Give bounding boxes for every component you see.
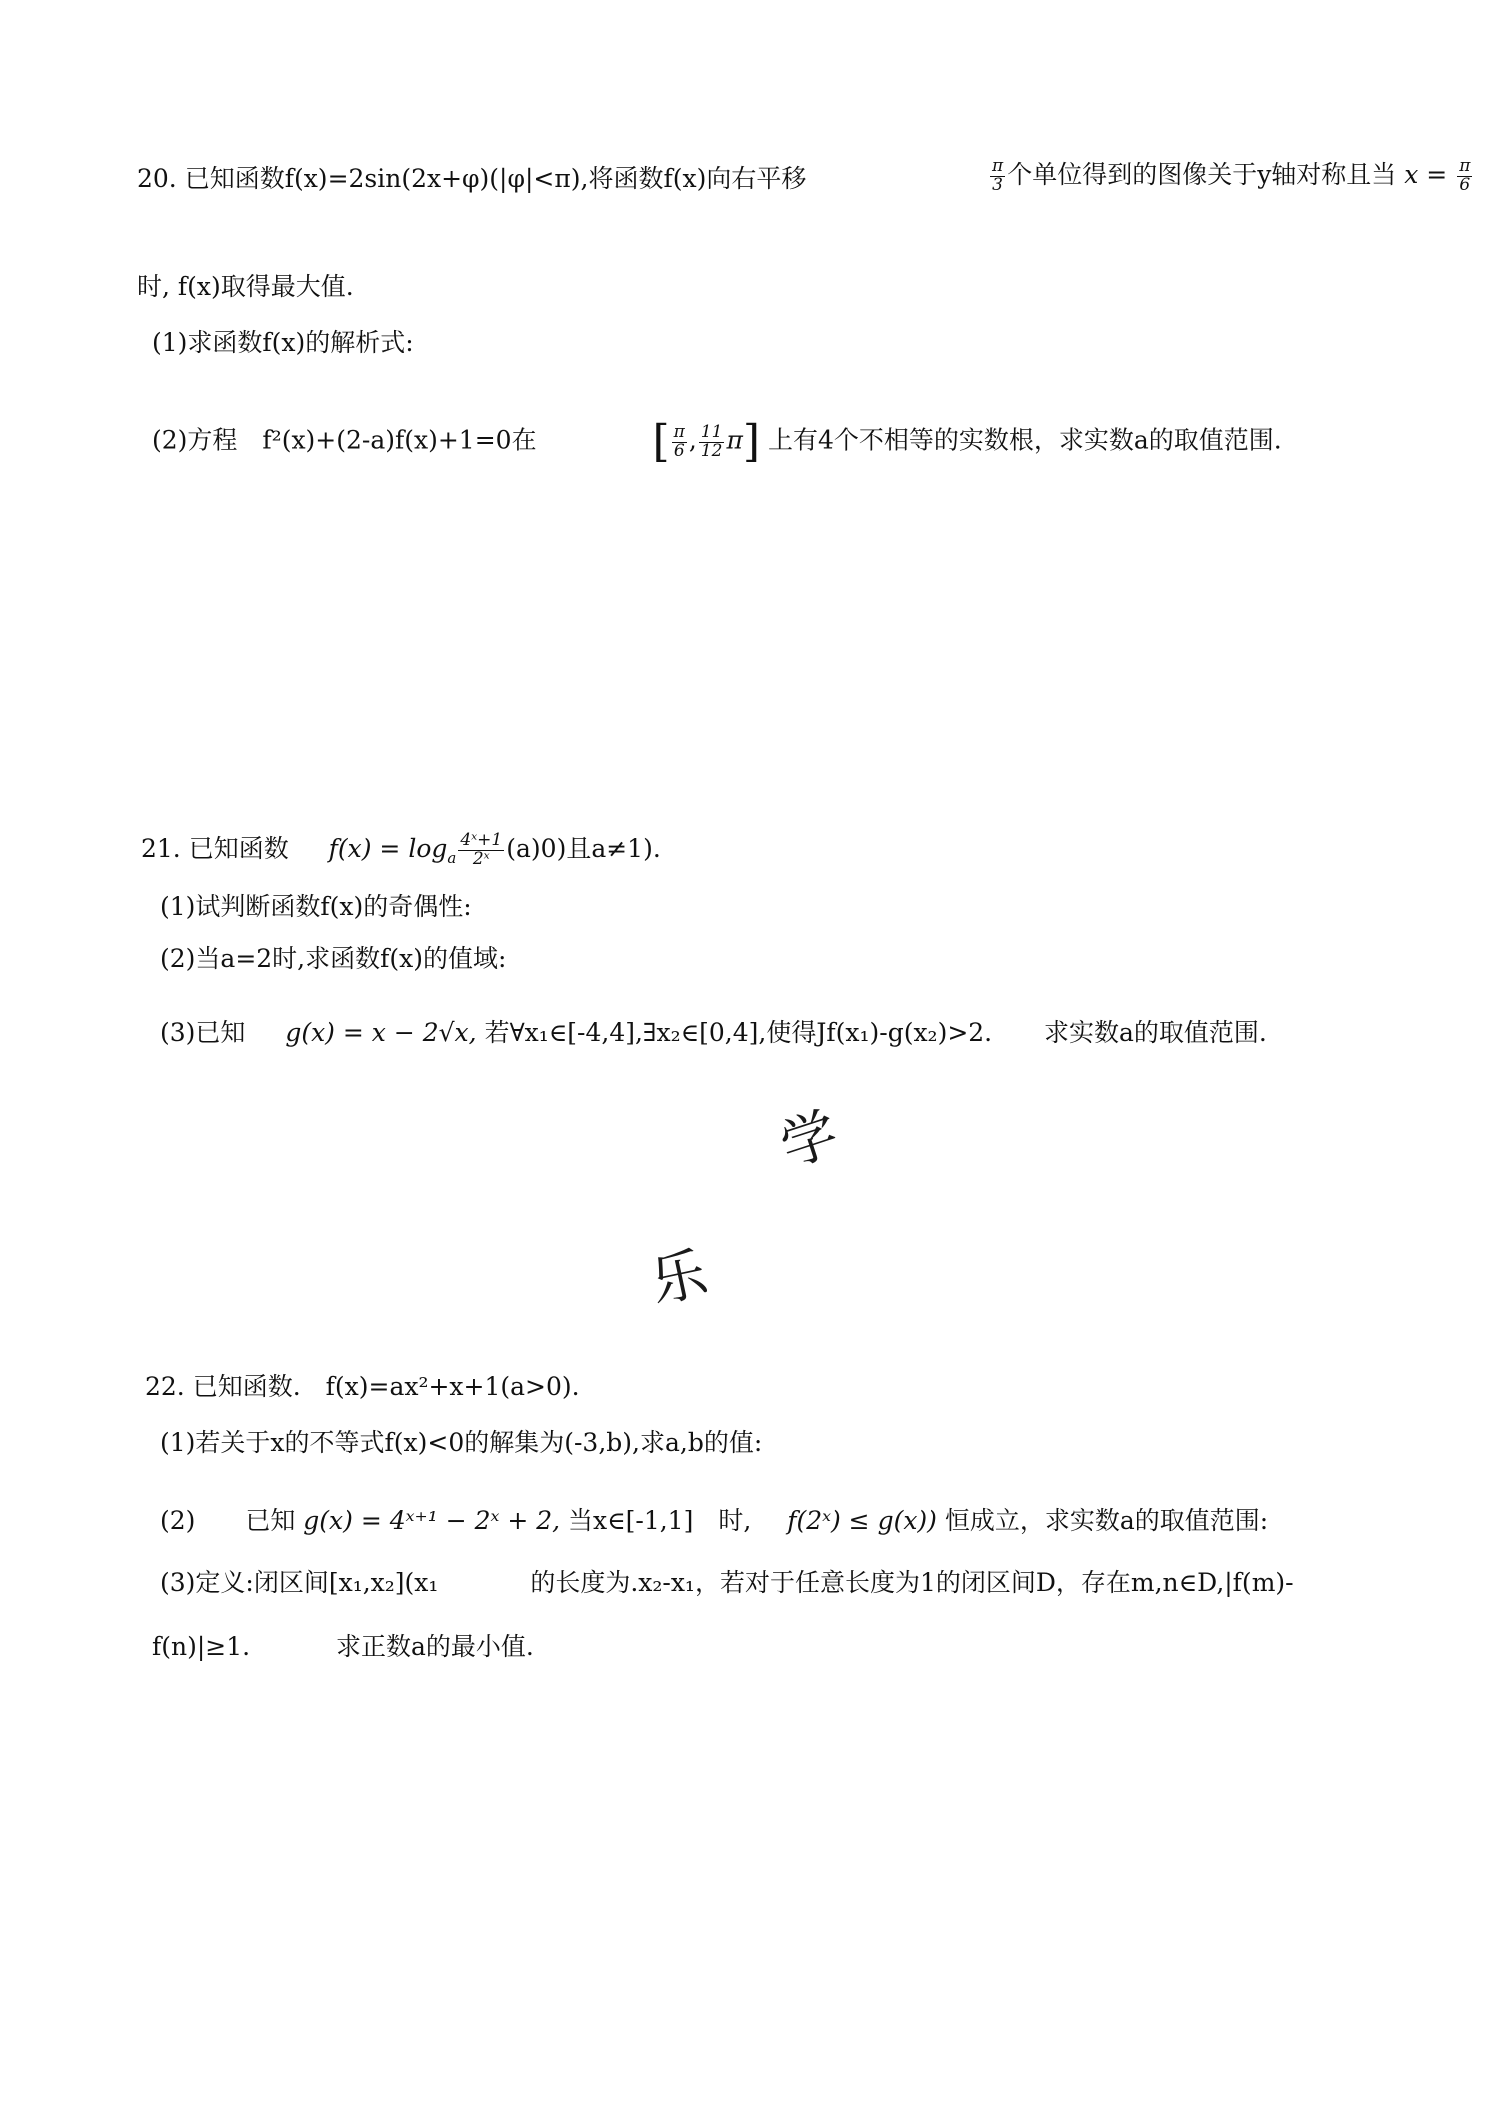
q22-line1: 22. 已知函数. f(x)=ax²+x+1(a>0). bbox=[145, 1372, 580, 1401]
q21-function-lhs: f(x) = log bbox=[328, 833, 448, 863]
q21-log-argument: $\frac{\text{4ˣ+1}}{\text{2ˣ}}$ bbox=[460, 830, 503, 869]
q22-part2-domain: 当x∈[-1,1] 时, bbox=[568, 1506, 752, 1535]
q22-g-definition: g(x) = 4ˣ⁺¹ − 2ˣ + 2, bbox=[303, 1506, 561, 1535]
q20-stem-start: 20. 已知函数f(x)=2sin(2x+φ)(|φ|<π),将函数f(x)向右平移 bbox=[137, 164, 807, 193]
q20-x-fraction: $\frac{\pi}{6}$ bbox=[1459, 156, 1471, 195]
q22-part3-condition: 的长度为.x₂-x₁，若对于任意长度为1的闭区间D，存在m,n∈D,|f(m)- bbox=[530, 1568, 1294, 1597]
q20-interval-pi: π bbox=[726, 425, 743, 455]
q22-part3-question: 求正数a的最小值. bbox=[336, 1632, 534, 1661]
q20-interval-end: $\frac{11}{12}$ bbox=[700, 421, 723, 461]
q20-shift-fraction: $\frac{\pi}{3}$ bbox=[992, 156, 1004, 195]
q20-line1-b bbox=[988, 158, 1474, 195]
q22-part2-given: 已知 bbox=[245, 1506, 296, 1535]
q21-part3 bbox=[160, 1020, 1267, 1045]
q20-line1-a bbox=[137, 166, 806, 191]
q21-part3-condition: 若∀x₁∈[-4,4],∃x₂∈[0,4],使得Jf(x₁)-g(x₂)>2. bbox=[484, 1018, 993, 1047]
q21-g-definition: g(x) = x − 2√x, bbox=[285, 1018, 477, 1047]
q21-log-base: a bbox=[447, 848, 457, 867]
q22-part3-line2 bbox=[152, 1634, 534, 1659]
q20-interval-start: $\frac{\pi}{6}$ bbox=[673, 421, 685, 461]
q20-part1: (1)求函数f(x)的解析式: bbox=[152, 328, 414, 357]
q22-part2-question: 恒成立，求实数a的取值范围: bbox=[944, 1506, 1269, 1535]
q22-inequality: f(2ˣ) ≤ g(x)) bbox=[787, 1506, 937, 1535]
q20-x-equals: x = bbox=[1404, 159, 1448, 189]
q21-stem-end: (a)0)且a≠1). bbox=[506, 833, 661, 863]
q20-interval-open-bracket: [ bbox=[652, 416, 670, 467]
q22-part1: (1)若关于x的不等式f(x)<0的解集为(-3,b),求a,b的值: bbox=[160, 1428, 763, 1457]
q20-part2: (2)方程 f²(x)+(2-a)f(x)+1=0在 [ $\frac{\pi}{6}$ , $\frac{11}{12}$ π] 上有4个不相等的实数根，求实数a的取值范围. bbox=[152, 416, 1282, 467]
q20-line2: 时, f(x)取得最大值. bbox=[137, 272, 354, 301]
q20-interval-close-bracket: ] bbox=[742, 416, 761, 467]
q21-part1: (1)试判断函数f(x)的奇偶性: bbox=[160, 892, 472, 921]
q21-part3-label: (3)已知 bbox=[160, 1018, 246, 1047]
q22-part2-label: (2) bbox=[160, 1506, 196, 1535]
q22-part3-line1 bbox=[160, 1570, 1294, 1595]
q20-part2-question: 上有4个不相等的实数根，求实数a的取值范围. bbox=[768, 425, 1282, 455]
handwritten-mark-1: 学 bbox=[772, 1100, 847, 1180]
q22-part3-inequality: f(n)|≥1. bbox=[152, 1632, 251, 1661]
q22-part2 bbox=[160, 1508, 1268, 1533]
q21-line1 bbox=[141, 832, 661, 869]
q21-stem-start: 21. 已知函数 bbox=[141, 833, 289, 863]
handwritten-mark-2: 乐 bbox=[644, 1240, 714, 1317]
q21-part3-question: 求实数a的取值范围. bbox=[1044, 1018, 1267, 1047]
q20-stem-middle: 个单位得到的图像关于y轴对称且当 bbox=[1007, 159, 1397, 189]
q21-part2: (2)当a=2时,求函数f(x)的值域: bbox=[160, 944, 507, 973]
q20-part2-equation: (2)方程 f²(x)+(2-a)f(x)+1=0在 bbox=[152, 425, 537, 455]
q22-part3-definition: (3)定义:闭区间[x₁,x₂](x₁ bbox=[160, 1568, 439, 1597]
